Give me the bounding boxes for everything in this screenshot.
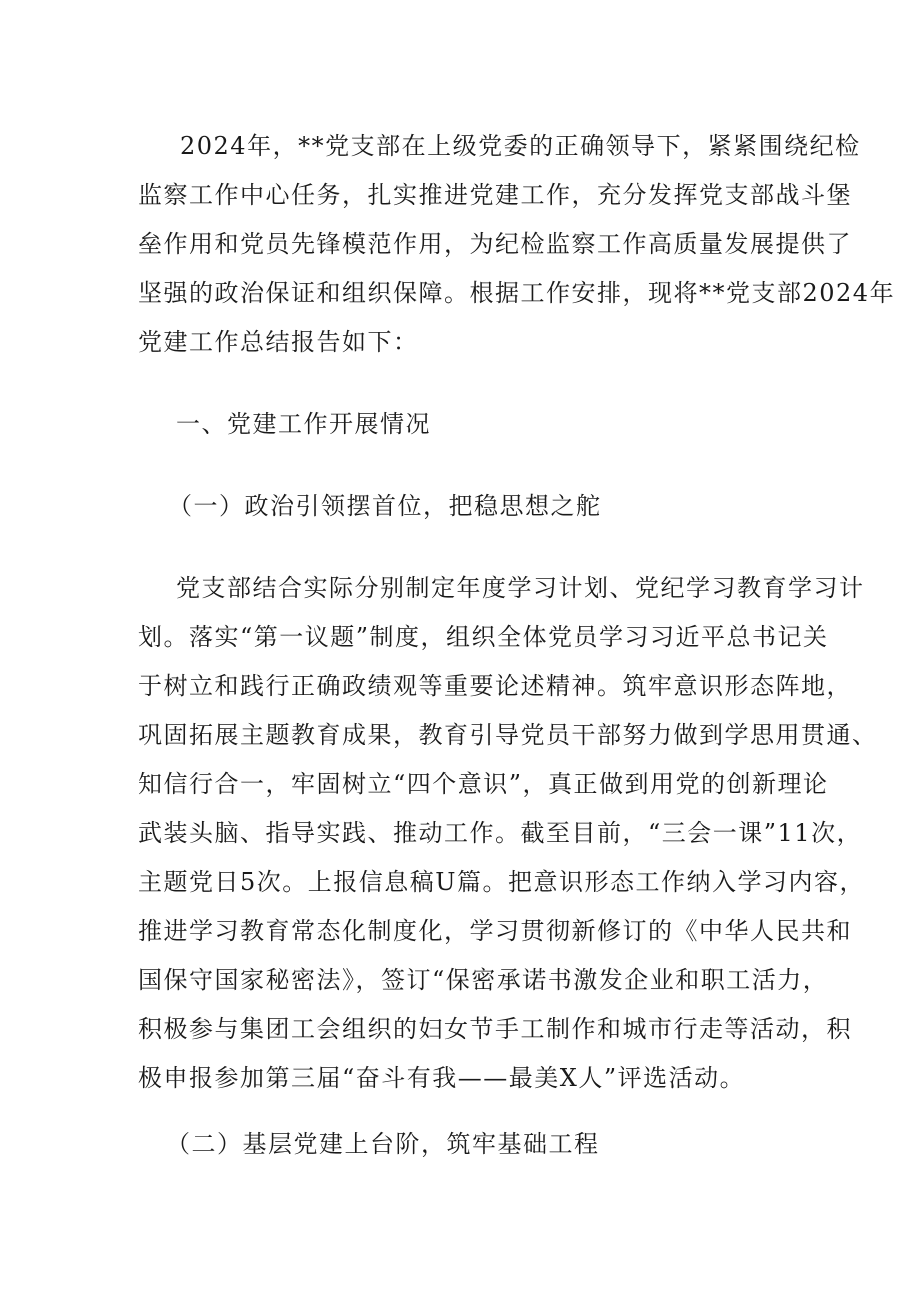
body-line-3: 于树立和践行正确政绩观等重要论述精神。筑牢意识形态阵地，	[138, 672, 852, 700]
intro-line-4: 坚强的政治保证和组织保障。根据工作安排，现将**党支部2024年	[138, 279, 896, 307]
body-line-6: 武装头脑、指导实践、推动工作。截至目前，“三会一课”11次，	[138, 819, 863, 847]
body-line-7: 主题党日5次。上报信息稿U篇。把意识形态工作纳入学习内容，	[138, 868, 865, 896]
intro-line-2: 监察工作中心任务，扎实推进党建工作，充分发挥党支部战斗堡	[138, 181, 852, 209]
body-line-4: 巩固拓展主题教育成果，教育引导党员干部努力做到学思用贯通、	[138, 721, 878, 749]
intro-line-5: 党建工作总结报告如下：	[138, 328, 419, 356]
subsection-heading-2: （二）基层党建上台阶，筑牢基础工程	[166, 1130, 600, 1158]
body-line-2: 划。落实“第一议题”制度，组织全体党员学习习近平总书记关	[138, 623, 829, 651]
body-line-1: 党支部结合实际分别制定年度学习计划、党纪学习教育学习计	[176, 574, 865, 602]
body-line-8: 推进学习教育常态化制度化，学习贯彻新修订的《中华人民共和	[138, 917, 852, 945]
section-heading-1: 一、党建工作开展情况	[176, 410, 431, 438]
intro-line-3: 垒作用和党员先锋模范作用，为纪检监察工作高质量发展提供了	[138, 230, 852, 258]
body-line-10: 积极参与集团工会组织的妇女节手工制作和城市行走等活动，积	[138, 1015, 852, 1043]
intro-line-1: 2024年，**党支部在上级党委的正确领导下，紧紧围绕纪检	[180, 132, 861, 160]
body-line-11: 极申报参加第三届“奋斗有我——最美X人”评选活动。	[138, 1064, 746, 1092]
subsection-heading-1: （一）政治引领摆首位，把稳思想之舵	[168, 492, 602, 520]
body-line-5: 知信行合一，牢固树立“四个意识”，真正做到用党的创新理论	[138, 770, 829, 798]
body-line-9: 国保守国家秘密法》，签订“保密承诺书激发企业和职工活力，	[138, 966, 829, 994]
